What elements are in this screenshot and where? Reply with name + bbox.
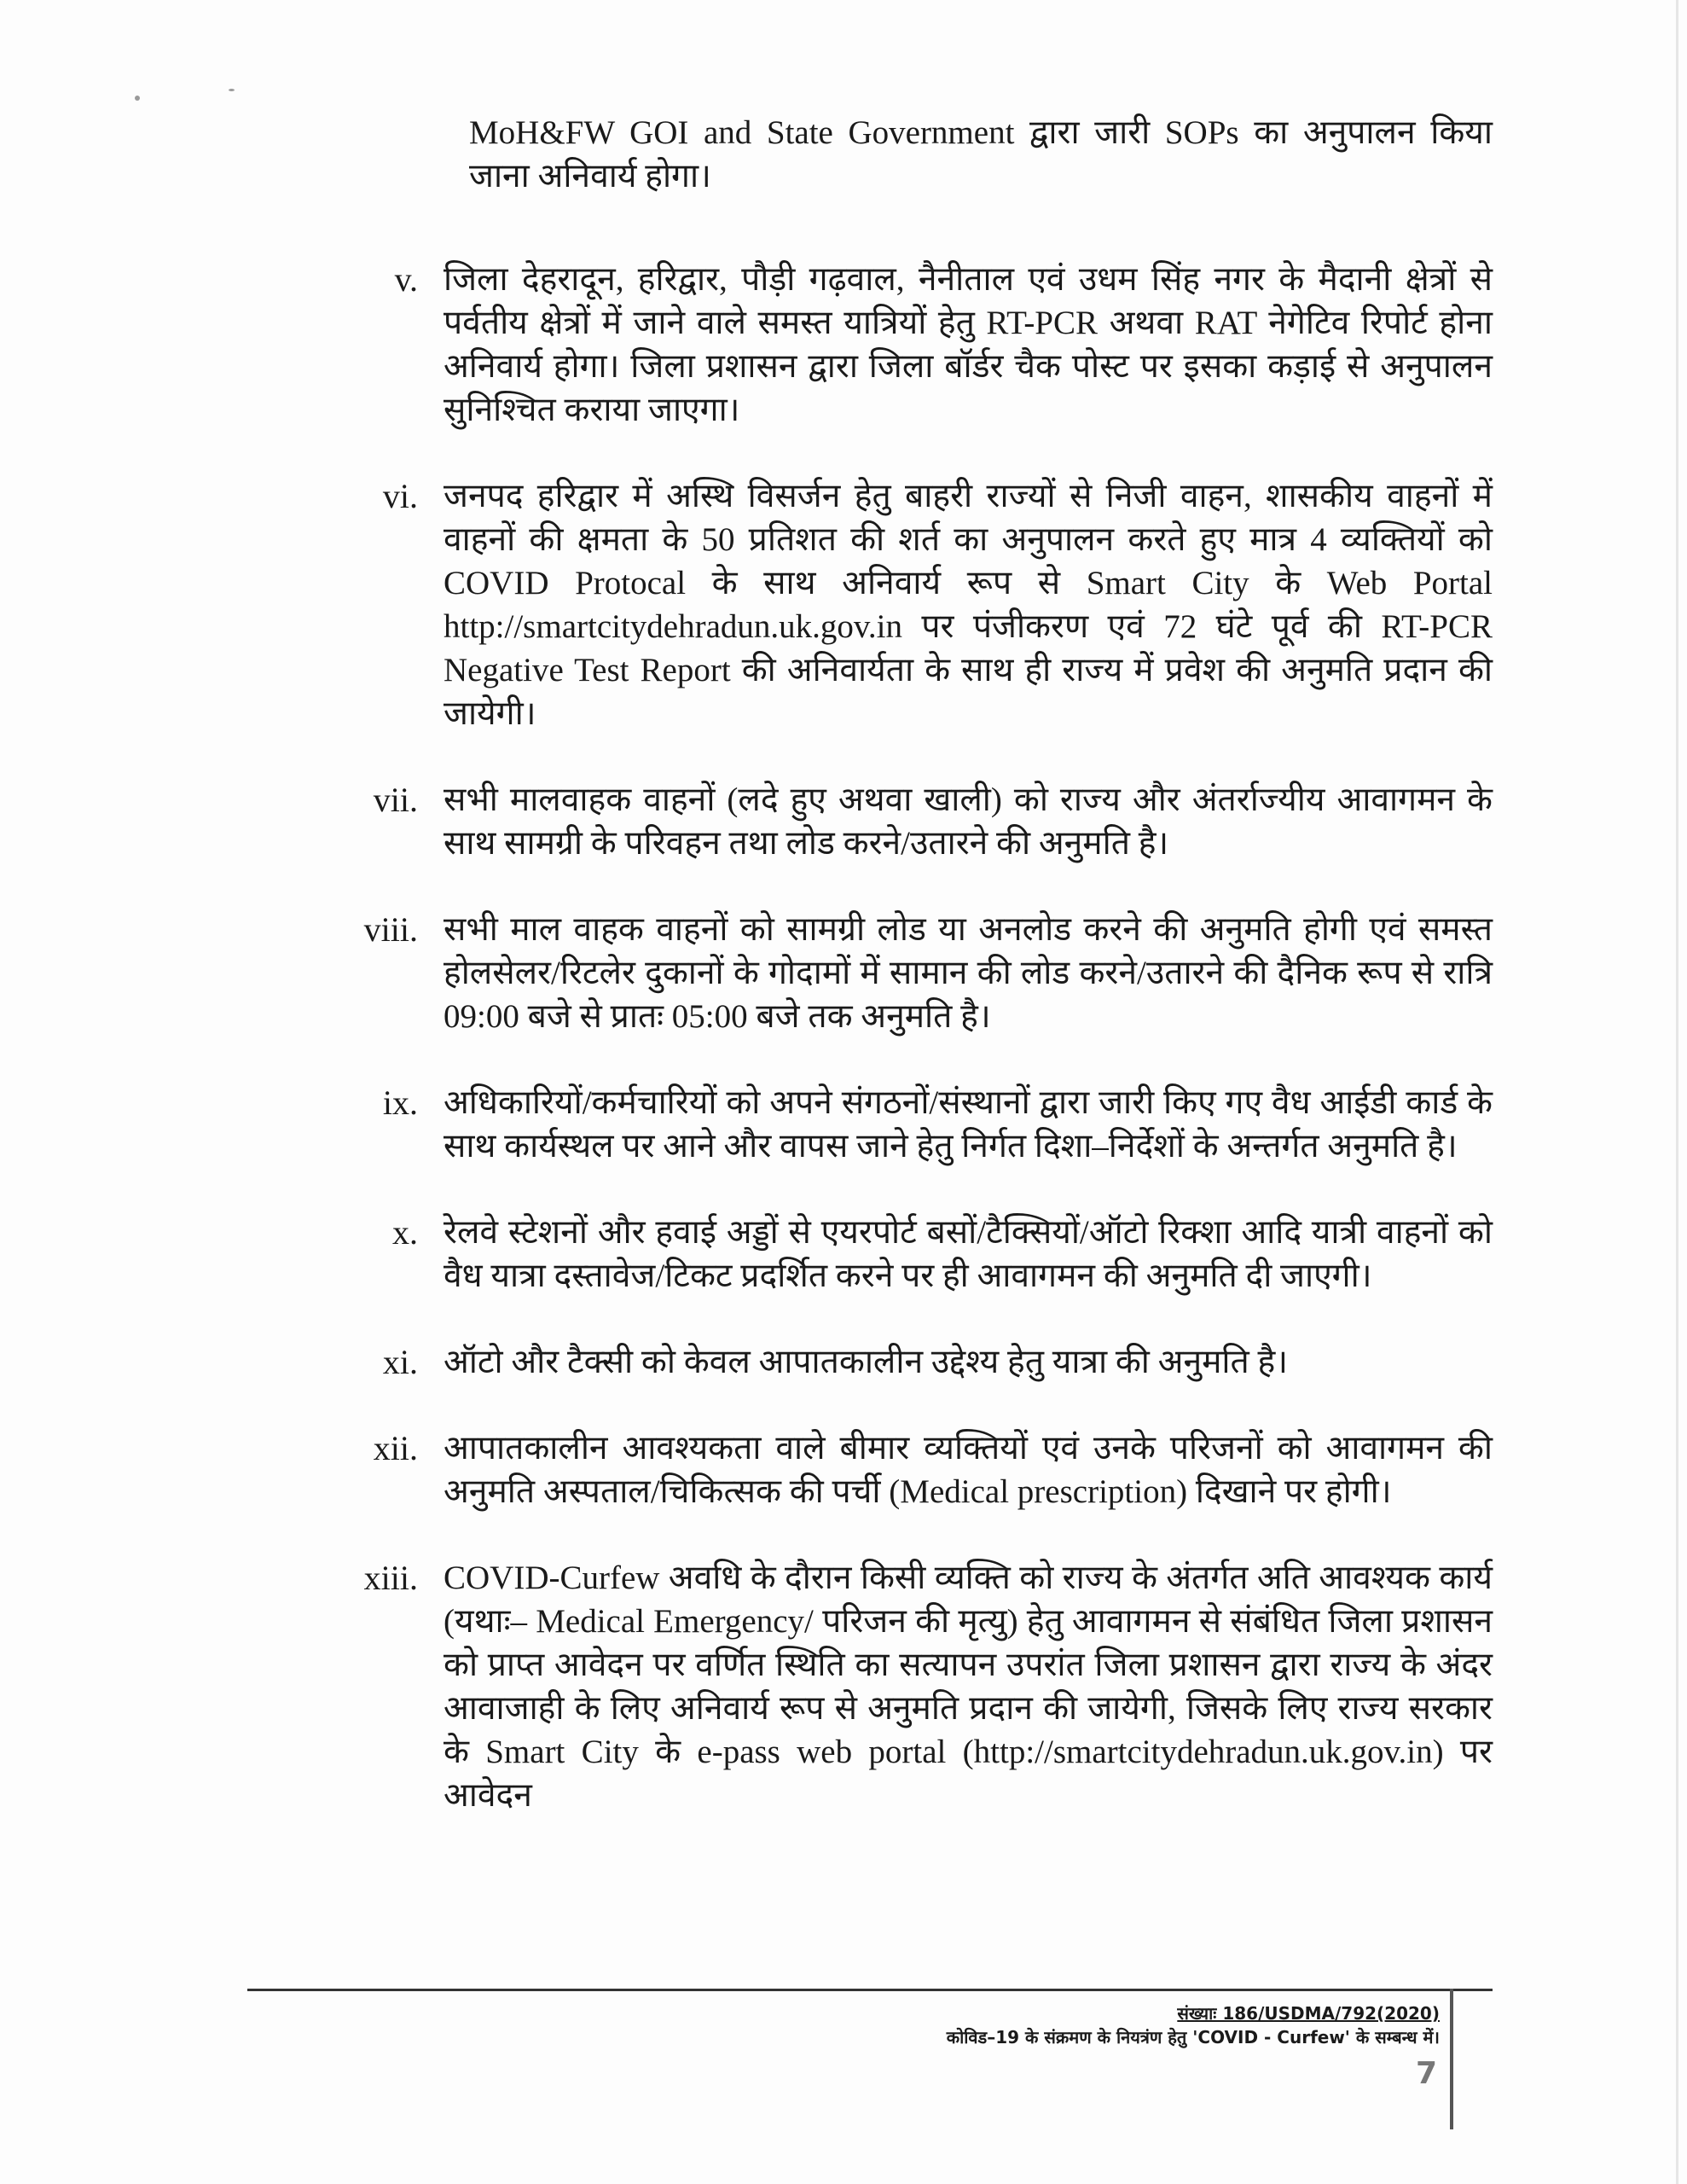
item-text: अधिकारियों/कर्मचारियों को अपने संगठनों/संस्थानों द्वारा जारी किए गए वैध आईडी कार्ड के साथ कार्यस्थल पर आने और वापस जाने हेतु निर्गत दिशा–निर्देशों के अन्तर्गत अनुमति है। bbox=[443, 1084, 1493, 1165]
list-item bbox=[341, 908, 1493, 1038]
list-item bbox=[341, 1556, 1493, 1817]
item-text: सभी मालवाहक वाहनों (लदे हुए अथवा खाली) को राज्य और अंतर्राज्यीय आवागमन के साथ सामग्री के परिवहन तथा लोड करने/उतारने की अनुमति है। bbox=[443, 781, 1493, 862]
list-item bbox=[341, 258, 1493, 432]
item-text: रेलवे स्टेशनों और हवाई अड्डों से एयरपोर्ट बसों/टैक्सियों/ऑटो रिक्शा आदि यात्री वाहनों को वैध यात्रा दस्तावेज/टिकट प्रदर्शित करने पर ही आवागमन की अनुमति दी जाएगी। bbox=[443, 1214, 1493, 1294]
item-number: x. bbox=[392, 1213, 418, 1252]
item-number: vii. bbox=[373, 781, 418, 819]
list-item bbox=[341, 778, 1493, 865]
footer-divider bbox=[247, 1989, 1493, 1991]
list-item bbox=[341, 474, 1493, 735]
footer-reference bbox=[947, 2001, 1440, 2049]
item-text: जनपद हरिद्वार में अस्थि विसर्जन हेतु बाहरी राज्यों से निजी वाहन, शासकीय वाहनों में वाहनों की क्षमता के 50 प्रतिशत की शर्त का अनुपालन करते हुए मात्र 4 व्यक्तियों को COVID Protocal के साथ अनिवार्य रूप से Smart City के Web Portal http://smartcitydehradun.uk.gov.in पर पंजीकरण एवं 72 घंटे पूर्व की RT-PCR Negative Test Report की अनिवार्यता के साथ ही राज्य में प्रवेश की अनुमति प्रदान की जायेगी। bbox=[443, 478, 1493, 732]
item-number: vi. bbox=[382, 477, 418, 515]
item-text: आपातकालीन आवश्यकता वाले बीमार व्यक्तियों एवं उनके परिजनों को आवागमन की अनुमति अस्पताल/चिकित्सक की पर्ची (Medical prescription) दिखाने पर होगी। bbox=[443, 1430, 1493, 1510]
item-number: v. bbox=[394, 260, 418, 299]
document-body bbox=[341, 111, 1493, 1860]
item-number: xi. bbox=[382, 1343, 418, 1381]
page-number: 7 bbox=[1416, 2056, 1438, 2091]
list-item bbox=[341, 1081, 1493, 1168]
list-item bbox=[341, 1426, 1493, 1513]
reference-number: संख्याः 186/USDMA/792(2020) bbox=[1177, 2003, 1440, 2024]
item-text: जिला देहरादून, हरिद्वार, पौड़ी गढ़वाल, नैनीताल एवं उधम सिंह नगर के मैदानी क्षेत्रों से पर्वतीय क्षेत्रों में जाने वाले समस्त यात्रियों हेतु RT-PCR अथवा RAT नेगेटिव रिपोर्ट होना अनिवार्य होगा। जिला प्रशासन द्वारा जिला बॉर्डर चैक पोस्ट पर इसका कड़ाई से अनुपालन सुनिश्चित कराया जाएगा। bbox=[443, 261, 1493, 428]
item-text: सभी माल वाहक वाहनों को सामग्री लोड या अनलोड करने की अनुमति होगी एवं समस्त होलसेलर/रिटलेर दुकानों के गोदामों में सामान की लोड करने/उतारने की दैनिक रूप से रात्रि 09:00 बजे से प्रातः 05:00 बजे तक अनुमति है। bbox=[443, 911, 1493, 1035]
list-item bbox=[341, 1340, 1493, 1384]
list-item bbox=[341, 1211, 1493, 1298]
item-number: xiii. bbox=[363, 1559, 418, 1597]
item-number: viii. bbox=[363, 910, 418, 949]
scan-edge bbox=[1676, 0, 1678, 2184]
item-text: COVID-Curfew अवधि के दौरान किसी व्यक्ति को राज्य के अंतर्गत अति आवश्यक कार्य (यथाः– Medical Emergency/ परिजन की मृत्यु) हेतु आवागमन से संबंधित जिला प्रशासन को प्राप्त आवेदन पर वर्णित स्थिति का सत्यापन उपरांत जिला प्रशासन द्वारा राज्य के अंदर आवाजाही के लिए अनिवार्य रूप से अनुमति प्रदान की जायेगी, जिसके लिए राज्य सरकार के Smart City के e-pass web portal (http://smartcitydehradun.uk.gov.in) पर आवेदन bbox=[443, 1560, 1493, 1814]
footer-vertical-divider bbox=[1450, 1989, 1453, 2129]
intro-paragraph: MoH&FW GOI and State Government द्वारा जारी SOPs का अनुपालन किया जाना अनिवार्य होगा। bbox=[469, 114, 1493, 195]
scan-speck bbox=[229, 89, 235, 91]
scan-speck bbox=[135, 96, 140, 101]
item-number: ix. bbox=[382, 1083, 418, 1122]
reference-subject: कोविड–19 के संक्रमण के नियत्रंण हेतु 'COVID - Curfew' के सम्बन्ध में। bbox=[946, 2027, 1440, 2048]
item-text: ऑटो और टैक्सी को केवल आपातकालीन उद्देश्य हेतु यात्रा की अनुमति है। bbox=[443, 1344, 1288, 1380]
item-number: xii. bbox=[373, 1429, 418, 1467]
